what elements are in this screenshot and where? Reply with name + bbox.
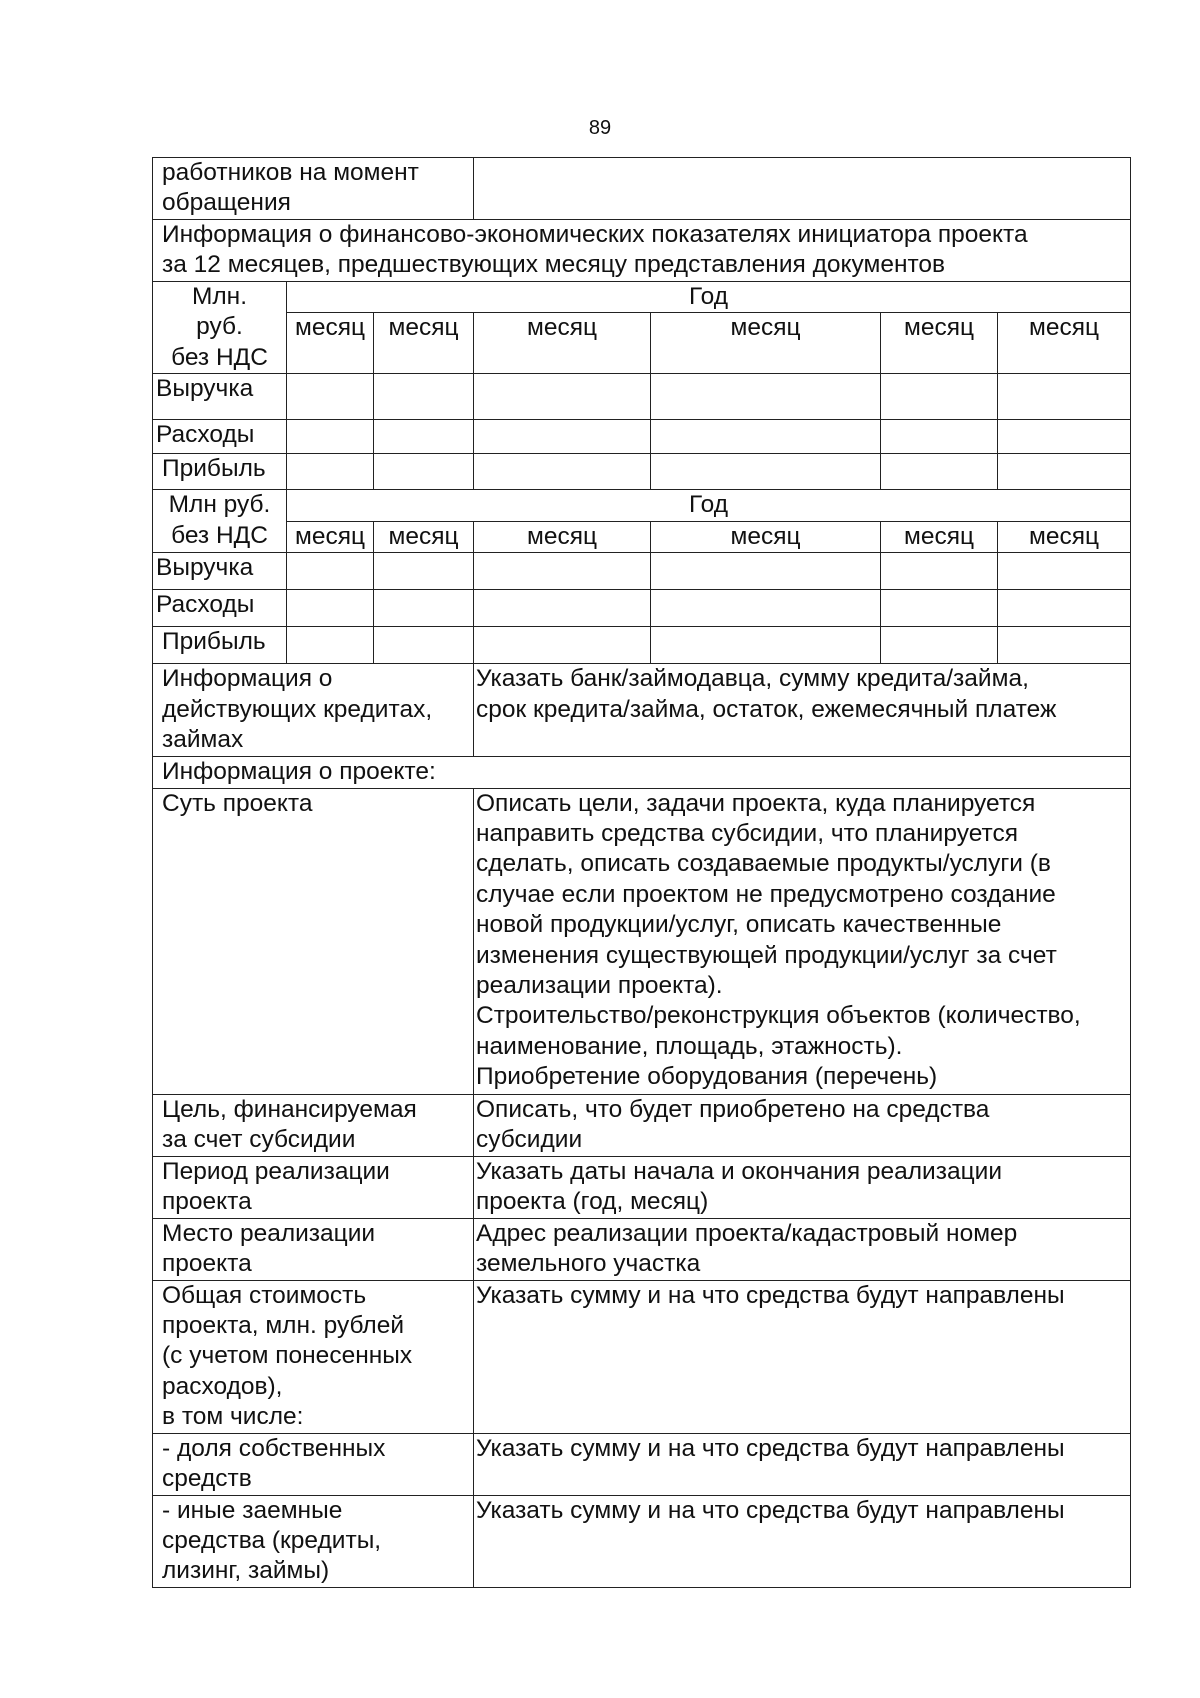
fin1-month-6: месяц	[998, 313, 1131, 374]
fin2-cell[interactable]	[474, 553, 651, 590]
row-other-loans	[153, 1495, 1131, 1587]
fin2-month-5: месяц	[881, 521, 998, 552]
fin2-month-6: месяц	[998, 521, 1131, 552]
page-number: 89	[588, 117, 612, 139]
fin2-month-4: месяц	[651, 521, 881, 552]
fin2-cell[interactable]	[474, 590, 651, 627]
fin1-cell[interactable]	[474, 374, 651, 420]
fin2-cell[interactable]	[881, 627, 998, 664]
fin1-cell[interactable]	[651, 374, 881, 420]
fin1-month-5: месяц	[881, 313, 998, 374]
row-total-cost	[153, 1280, 1131, 1433]
fin1-cell[interactable]	[881, 454, 998, 490]
fin1-cell[interactable]	[881, 420, 998, 454]
fin1-row-revenue	[153, 374, 1131, 420]
fin2-unit-label: Млн руб. без НДС	[153, 490, 287, 553]
fin1-cell[interactable]	[881, 374, 998, 420]
value-total-cost[interactable]: Указать сумму и на что средства будут направлены	[474, 1280, 1131, 1433]
fin1-row-profit	[153, 454, 1131, 490]
fin2-cell[interactable]	[881, 553, 998, 590]
fin2-cell[interactable]	[998, 627, 1131, 664]
fin1-month-3: месяц	[474, 313, 651, 374]
fin1-cell[interactable]	[998, 420, 1131, 454]
label-period: Период реализации проекта	[153, 1156, 474, 1218]
row-project-header	[153, 757, 1131, 788]
fin2-cell[interactable]	[287, 553, 374, 590]
label-place: Место реализации проекта	[153, 1218, 474, 1280]
row-essence	[153, 788, 1131, 1094]
fin2-cell[interactable]	[287, 627, 374, 664]
fin1-unit-label: Млн. руб. без НДС	[153, 282, 287, 374]
label-essence: Суть проекта	[153, 788, 474, 1094]
fin1-year-label: Год	[287, 282, 1131, 313]
fin2-row-revenue	[153, 553, 1131, 590]
fin1-months-row	[153, 313, 1131, 374]
label-other-loans: - иные заемные средства (кредиты, лизинг, займы)	[153, 1495, 474, 1587]
fin1-label-profit: Прибыль	[153, 454, 287, 490]
fin2-cell[interactable]	[651, 553, 881, 590]
fin2-month-1: месяц	[287, 521, 374, 552]
fin1-cell[interactable]	[287, 454, 374, 490]
fin2-cell[interactable]	[651, 627, 881, 664]
value-own-funds[interactable]: Указать сумму и на что средства будут направлены	[474, 1433, 1131, 1495]
value-employees[interactable]	[474, 158, 1131, 220]
fin2-row-profit	[153, 627, 1131, 664]
fin2-label-profit: Прибыль	[153, 627, 287, 664]
fin1-year-row	[153, 282, 1131, 313]
fin2-cell[interactable]	[374, 590, 474, 627]
label-own-funds: - доля собственных средств	[153, 1433, 474, 1495]
fin1-cell[interactable]	[998, 374, 1131, 420]
value-goal[interactable]: Описать, что будет приобретено на средства субсидии	[474, 1094, 1131, 1156]
fin2-cell[interactable]	[374, 553, 474, 590]
row-credits	[153, 664, 1131, 757]
fin1-cell[interactable]	[287, 374, 374, 420]
label-employees: работников на момент обращения	[153, 158, 474, 220]
fin2-month-3: месяц	[474, 521, 651, 552]
fin1-cell[interactable]	[287, 420, 374, 454]
value-other-loans[interactable]: Указать сумму и на что средства будут направлены	[474, 1495, 1131, 1587]
fin2-cell[interactable]	[998, 553, 1131, 590]
fin1-cell[interactable]	[474, 454, 651, 490]
fin2-label-revenue: Выручка	[153, 553, 287, 590]
value-credits[interactable]: Указать банк/займодавца, сумму кредита/займа, срок кредита/займа, остаток, ежемесячный платеж	[474, 664, 1131, 757]
fin1-month-2: месяц	[374, 313, 474, 374]
value-place[interactable]: Адрес реализации проекта/кадастровый номер земельного участка	[474, 1218, 1131, 1280]
fin2-cell[interactable]	[287, 590, 374, 627]
fin2-months-row	[153, 521, 1131, 552]
fin2-row-expenses	[153, 590, 1131, 627]
fin1-cell[interactable]	[651, 454, 881, 490]
fin1-month-1: месяц	[287, 313, 374, 374]
fin1-label-revenue: Выручка	[153, 374, 287, 420]
fin1-cell[interactable]	[474, 420, 651, 454]
row-own-funds	[153, 1433, 1131, 1495]
fin2-label-expenses: Расходы	[153, 590, 287, 627]
fin1-cell[interactable]	[374, 374, 474, 420]
label-credits: Информация о действующих кредитах, займах	[153, 664, 474, 757]
row-employees	[153, 158, 1131, 220]
fin1-cell[interactable]	[998, 454, 1131, 490]
fin1-month-4: месяц	[651, 313, 881, 374]
row-goal	[153, 1094, 1131, 1156]
fin2-cell[interactable]	[998, 590, 1131, 627]
value-essence[interactable]: Описать цели, задачи проекта, куда планируется направить средства субсидии, что планируется сделать, описать создаваемые продукты/услуги (в случае если проектом не предусмотрено создание новой продукции/услуг, описать качественные изменения существующей продукции/услуг за счет реализации проекта). Строительство/реконструкция объектов (количество, наименование, площадь, этажность). Приобретение оборудования (перечень)	[474, 788, 1131, 1094]
fin1-cell[interactable]	[651, 420, 881, 454]
fin2-cell[interactable]	[881, 590, 998, 627]
fin1-row-expenses	[153, 420, 1131, 454]
project-info-table	[152, 157, 1131, 1588]
row-period	[153, 1156, 1131, 1218]
fin1-cell[interactable]	[374, 420, 474, 454]
financial-info-header: Информация о финансово-экономических показателях инициатора проекта за 12 месяцев, предшествующих месяцу представления документов	[153, 220, 1131, 282]
label-goal: Цель, финансируемая за счет субсидии	[153, 1094, 474, 1156]
fin2-year-label: Год	[287, 490, 1131, 521]
fin2-cell[interactable]	[474, 627, 651, 664]
row-financial-header	[153, 220, 1131, 282]
value-period[interactable]: Указать даты начала и окончания реализации проекта (год, месяц)	[474, 1156, 1131, 1218]
fin2-month-2: месяц	[374, 521, 474, 552]
label-total-cost: Общая стоимость проекта, млн. рублей (с учетом понесенных расходов), в том числе:	[153, 1280, 474, 1433]
fin1-cell[interactable]	[374, 454, 474, 490]
fin2-cell[interactable]	[651, 590, 881, 627]
project-info-header: Информация о проекте:	[153, 757, 1131, 788]
row-place	[153, 1218, 1131, 1280]
fin2-year-row	[153, 490, 1131, 521]
fin2-cell[interactable]	[374, 627, 474, 664]
fin1-label-expenses: Расходы	[153, 420, 287, 454]
